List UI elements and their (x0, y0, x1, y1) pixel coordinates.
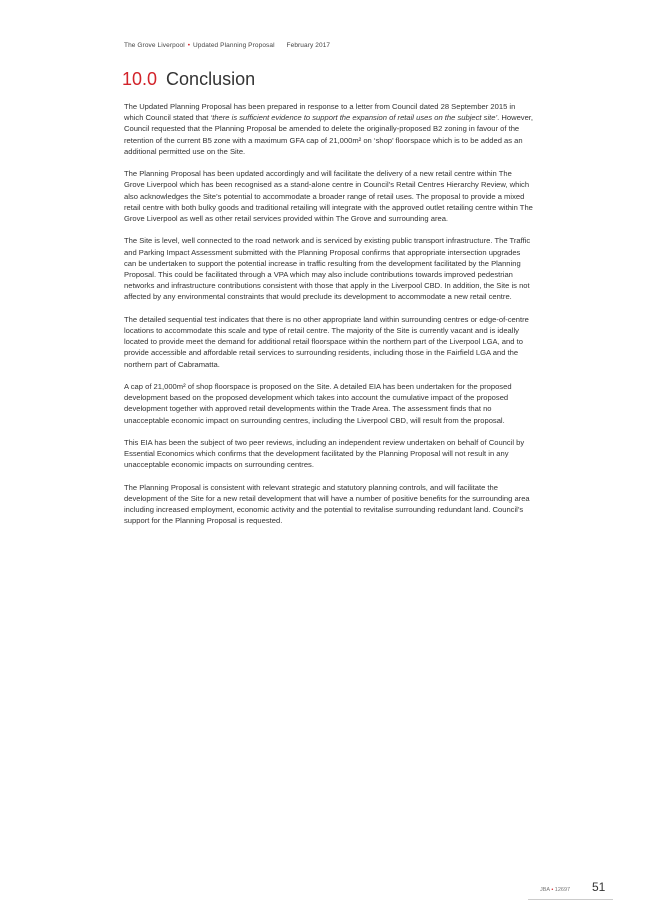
section-number: 10.0 (122, 69, 158, 89)
paragraph-2: The Planning Proposal has been updated accordingly and will facilitate the delivery of a new retail centre within The Grove Liverpool which has been recognised as a stand-alone centre in Council’s Retail Centres Hierarchy Review, which also acknowledges the Site’s potential to accommodate a broader range of retail uses. The proposal to provide a mixed retail centre with both bulky goods and traditional retailing will integrate with the approved outlet retailing centre within The Grove Liverpool as well as other retail services provided within The Grove and surrounding area. (124, 169, 533, 224)
page-footer (528, 879, 613, 900)
paragraph-1-intro: The Updated Planning Proposal has been prepared in response to a letter from Council dated 28 September 2015 in which Council stated that (124, 102, 516, 123)
footer-job-number: 12697 (554, 887, 571, 893)
footer-separator: • (551, 887, 554, 893)
header-separator: • (187, 42, 191, 49)
page-number: 51 (592, 880, 606, 894)
paragraph-7: The Planning Proposal is consistent with relevant strategic and statutory planning controls, and will facilitate the development of the Site for a new retail development that will have a number of positive benefits for the surrounding area including increased employment, economic activity and the potential to revitalise surrounding redundant land. Council’s support for the Planning Proposal is requested. (124, 482, 530, 526)
footer-org: JBA (540, 887, 550, 893)
paragraph-3: The Site is level, well connected to the road network and is serviced by existing public transport infrastructure. The Traffic and Parking Impact Assessment submitted with the Planning Proposal confirms that appropriate intersection upgrades can be undertaken to support the potential increase in traffic resulting from the development facilitated by the Planning Proposal. This could be facilitated through a VPA which may also include contributions towards improved pedestrian networks and infrastructure contributions consistent with those that apply in the Liverpool CBD. In addition, the Site is not affected by any environmental constraints that would preclude its development to accommodate a new retail centre. (124, 236, 531, 302)
header-doc-subtitle: Updated Planning Proposal (193, 42, 275, 49)
section-title: Conclusion (166, 69, 256, 89)
header-date: February 2017 (286, 42, 331, 49)
paragraph-1 (124, 101, 534, 157)
paragraph-5: A cap of 21,000m² of shop floorspace is proposed on the Site. A detailed EIA has been undertaken for the proposed development based on the proposed development which takes into account the cumulative impact of the proposed development together with approved retail developments within the Trade Area. The assessment finds that no unacceptable economic impact on surrounding centres, including the Liverpool CBD, will result from the proposal. (124, 382, 512, 425)
header-doc-title: The Grove Liverpool (124, 42, 185, 49)
footer-job-reference (540, 887, 570, 893)
body-text (124, 101, 534, 538)
paragraph-6: This EIA has been the subject of two peer reviews, including an independent review undertaken on behalf of Council by Essential Economics which confirms that the development facilitated by the Planning Proposal will not result in any unacceptable economic impacts on surrounding centres. (124, 438, 525, 470)
running-header (124, 42, 330, 49)
section-heading (122, 69, 255, 90)
paragraph-1-quote: ‘there is sufficient evidence to support the expansion of retail uses on the subject site’ (210, 113, 498, 123)
paragraph-1-rest: . However, Council requested that the Planning Proposal be amended to delete the originally-proposed B2 zoning in favour of the retention of the current B5 zone with a maximum GFA cap of 21,000m² on ‘shop’ floorspace which is to be added as an additional permitted use on the Site. (124, 113, 534, 156)
paragraph-4: The detailed sequential test indicates that there is no other appropriate land within surrounding centres or edge-of-centre locations to accommodate this scale and type of retail centre. The majority of the Site is currently vacant and is ideally located to provide meet the demand for additional retail floorspace within the northern part of the Liverpool LGA, and to provide accessible and affordable retail services to surrounding residents, including those in the Fairfield LGA and the northern part of Cabramatta. (124, 314, 529, 369)
